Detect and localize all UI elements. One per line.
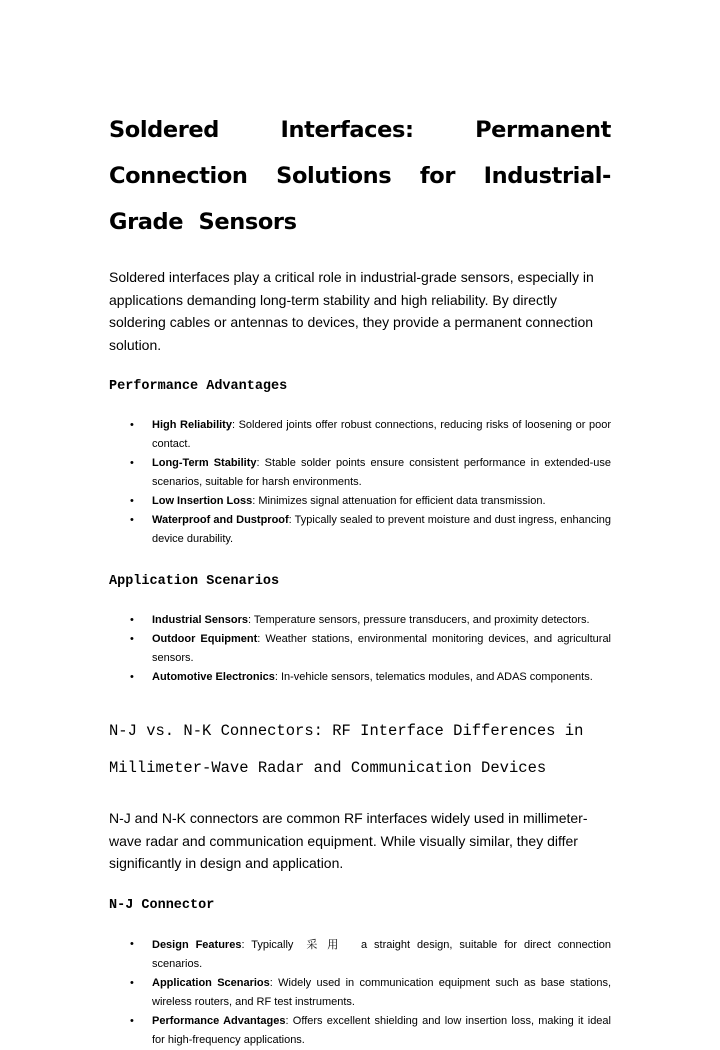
performance-heading: Performance Advantages xyxy=(109,379,288,394)
item-term: Long-Term Stability xyxy=(152,457,257,469)
bullet-icon: • xyxy=(130,419,134,431)
item-term: Waterproof and Dustproof xyxy=(152,514,289,526)
item-text: : In-vehicle sensors, telematics modules, and ADAS components. xyxy=(274,671,593,683)
item-term: Application Scenarios xyxy=(152,976,270,989)
connectors-heading: N-J vs. N-K Connectors: RF Interface Differences in Millimeter-Wave Radar and Communication Devices xyxy=(109,722,584,777)
document-title: Soldered Interfaces: Permanent Connection Solutions for Industrial-Grade Sensors xyxy=(109,117,611,235)
list-item xyxy=(109,454,611,492)
item-term: Automotive Electronics xyxy=(152,671,275,683)
bullet-icon: • xyxy=(130,1014,134,1027)
bullet-icon: • xyxy=(130,671,134,683)
bullet-icon: • xyxy=(130,457,134,469)
bullet-icon: • xyxy=(130,495,134,507)
nj-heading: N-J Connector xyxy=(109,897,215,913)
list-item xyxy=(109,511,611,549)
bullet-icon: • xyxy=(130,614,134,626)
bullet-icon: • xyxy=(130,976,134,989)
list-item xyxy=(109,630,611,668)
item-text: : Offers excellent shielding and low insertion loss, making it ideal for high-frequency applications. xyxy=(152,1014,611,1046)
item-text: a straight design, suitable for direct connection scenarios. xyxy=(152,938,611,970)
bullet-icon: • xyxy=(130,937,134,950)
item-text: : Temperature sensors, pressure transducers, and proximity detectors. xyxy=(247,614,590,626)
list-item xyxy=(109,974,611,1012)
list-item xyxy=(109,668,611,687)
item-term: Industrial Sensors xyxy=(152,614,248,626)
list-item xyxy=(109,935,611,974)
intro-paragraph: Soldered interfaces play a critical role in industrial-grade sensors, especially in applications demanding long-term stability and high reliability. By directly soldering cables or antennas to devices, they provide a permanent connection solution. xyxy=(109,269,594,353)
list-item xyxy=(109,611,611,630)
nj-list xyxy=(109,935,611,1050)
list-item xyxy=(109,1012,611,1050)
connectors-intro-paragraph: N-J and N-K connectors are common RF interfaces widely used in millimeter-wave radar and communication equipment. While visually similar, they differ significantly in design and application. xyxy=(109,810,588,871)
applications-list xyxy=(109,611,611,687)
item-term: Low Insertion Loss xyxy=(152,495,253,507)
document-content xyxy=(109,107,611,1050)
bullet-icon: • xyxy=(130,514,134,526)
item-term: Performance Advantages xyxy=(152,1014,286,1027)
item-cjk-text: 采用 xyxy=(306,937,349,951)
performance-list xyxy=(109,416,611,549)
item-text: : Typically sealed to prevent moisture and dust ingress, enhancing device durability. xyxy=(152,514,611,545)
item-text: : Minimizes signal attenuation for efficient data transmission. xyxy=(252,495,546,507)
item-text: : Weather stations, environmental monitoring devices, and agricultural sensors. xyxy=(152,633,612,664)
item-text: : Widely used in communication equipment such as base stations, wireless routers, and RF test instruments. xyxy=(152,976,612,1008)
item-term: Outdoor Equipment xyxy=(152,633,258,645)
bullet-icon: • xyxy=(130,633,134,645)
list-item xyxy=(109,416,611,454)
item-term: High Reliability xyxy=(152,419,232,431)
list-item xyxy=(109,492,611,511)
applications-heading: Application Scenarios xyxy=(109,574,280,589)
item-text: : Stable solder points ensure consistent performance in extended-use scenarios, suitable for harsh environments. xyxy=(152,457,611,488)
item-term: Design Features xyxy=(152,938,242,951)
item-text: : Typically xyxy=(241,938,301,951)
item-text: : Soldered joints offer robust connections, reducing risks of loosening or poor contact. xyxy=(152,419,611,450)
